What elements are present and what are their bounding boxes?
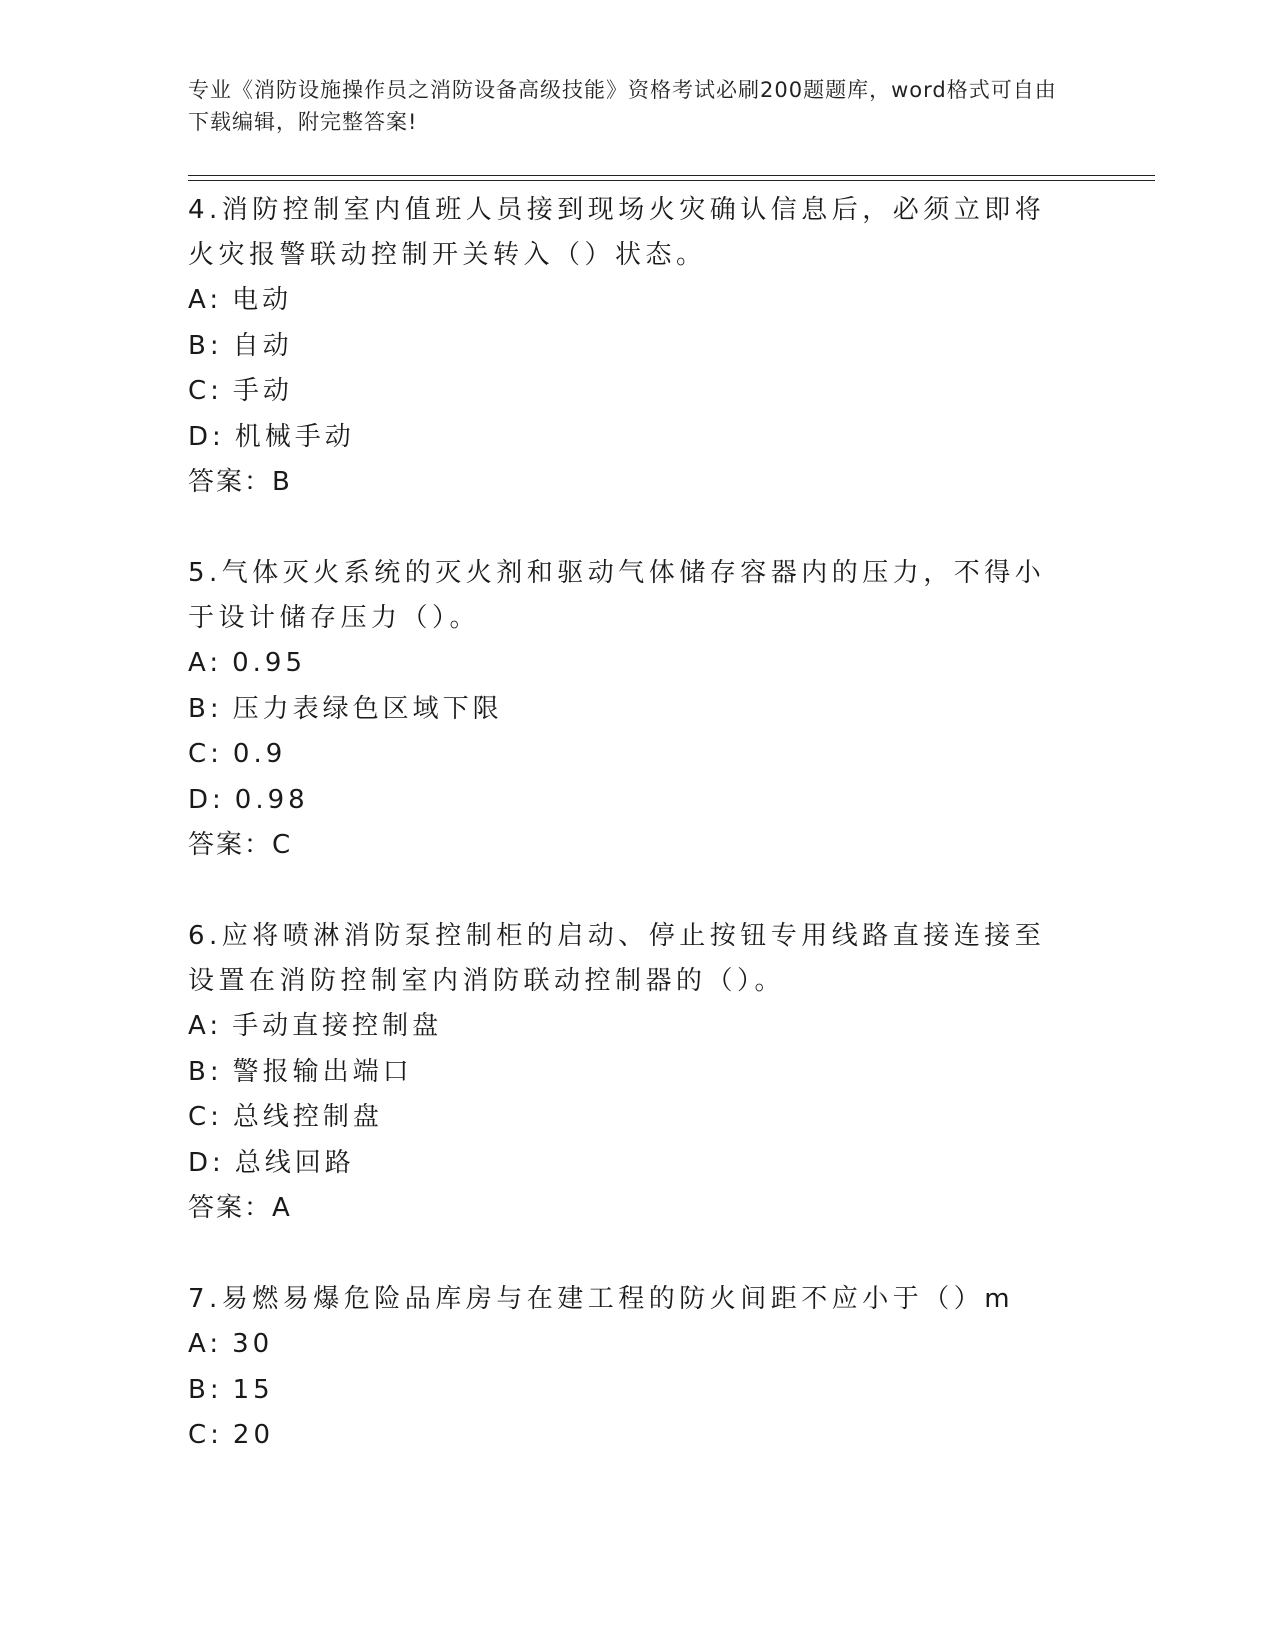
option-key: B: — [188, 1056, 223, 1087]
question-6 — [188, 914, 1068, 1231]
option-key: A: — [188, 1329, 223, 1359]
question-list — [188, 188, 1068, 1505]
option-key: B: — [188, 1374, 223, 1405]
option-key: C: — [188, 739, 223, 769]
option-text: 总线回路 — [234, 1147, 355, 1178]
option-key: B: — [188, 693, 223, 724]
option-d — [188, 415, 1068, 461]
option-text: 0.98 — [234, 784, 309, 815]
option-text: 手动直接控制盘 — [232, 1011, 443, 1041]
option-c — [188, 369, 1068, 415]
option-key: C: — [188, 1102, 223, 1132]
document-header: 专业《消防设施操作员之消防设备高级技能》资格考试必刷200题题库，word格式可自由下载编辑，附完整答案! — [188, 78, 1057, 134]
option-key: A: — [188, 1011, 223, 1041]
option-key: D: — [188, 421, 225, 452]
option-b — [188, 1368, 1068, 1414]
option-b — [188, 1050, 1068, 1096]
option-b — [188, 324, 1068, 370]
option-key: A: — [188, 285, 223, 315]
question-4 — [188, 188, 1068, 505]
question-stem: 6.应将喷淋消防泵控制柜的启动、停止按钮专用线路直接连接至设置在消防控制室内消防联动控制器的（）。 — [188, 921, 1046, 996]
option-text: 15 — [232, 1374, 274, 1405]
option-text: 总线控制盘 — [232, 1102, 383, 1132]
option-text: 压力表绿色区域下限 — [232, 693, 503, 724]
answer-line: 答案：A — [188, 1193, 292, 1223]
option-c — [188, 732, 1068, 778]
option-a — [188, 1322, 1068, 1368]
option-d — [188, 1141, 1068, 1187]
question-stem: 5.气体灭火系统的灭火剂和驱动气体储存容器内的压力，不得小于设计储存压力（）。 — [188, 558, 1046, 633]
option-key: C: — [188, 376, 223, 406]
option-d — [188, 778, 1068, 824]
option-text: 20 — [232, 1420, 275, 1450]
option-a — [188, 1004, 1068, 1050]
option-key: A: — [188, 648, 223, 678]
question-stem: 7.易燃易爆危险品库房与在建工程的防火间距不应小于（）m — [188, 1284, 1015, 1314]
header-divider-bottom — [188, 180, 1155, 181]
option-text: 0.95 — [232, 648, 306, 678]
option-key: B: — [188, 330, 223, 361]
option-text: 机械手动 — [234, 421, 355, 452]
option-text: 手动 — [232, 376, 293, 406]
answer-line: 答案：C — [188, 830, 293, 860]
option-text: 电动 — [232, 285, 293, 315]
header-divider-top — [188, 175, 1155, 176]
option-b — [188, 687, 1068, 733]
option-a — [188, 278, 1068, 324]
question-stem: 4.消防控制室内值班人员接到现场火灾确认信息后，必须立即将火灾报警联动控制开关转入（）状态。 — [188, 195, 1046, 270]
option-c — [188, 1095, 1068, 1141]
option-key: D: — [188, 1147, 225, 1178]
option-text: 30 — [232, 1329, 274, 1359]
option-text: 自动 — [232, 330, 293, 361]
option-key: C: — [188, 1420, 223, 1450]
answer-line: 答案：B — [188, 467, 292, 497]
option-a — [188, 641, 1068, 687]
option-c — [188, 1413, 1068, 1459]
question-7 — [188, 1277, 1068, 1459]
option-key: D: — [188, 784, 225, 815]
question-5 — [188, 551, 1068, 868]
option-text: 0.9 — [232, 739, 287, 769]
option-text: 警报输出端口 — [232, 1056, 413, 1087]
